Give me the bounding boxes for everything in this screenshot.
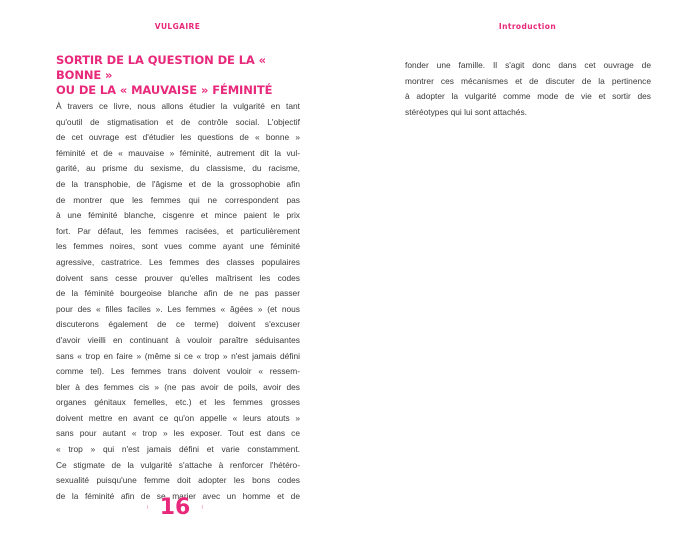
text-line: montrer ces mécanismes et de discuter de la pertinence <box>405 75 651 86</box>
section-title-line: OU DE LA « MAUVAISE » FÉMINITÉ <box>56 83 273 97</box>
text-line: de cet ouvrage est d'étudier les questions de « bonne » <box>56 132 300 143</box>
text-line: de la transphobie, de l'âgisme et de la grossophobie afin <box>56 178 300 189</box>
folio-ornament-icon: ⁞ <box>147 504 149 511</box>
text-line: à adopter la vulgarité comme mode de vie et sortir des <box>405 91 651 102</box>
text-line: « trop » qui n'est jamais défini et varie constamment. <box>56 444 300 455</box>
text-line: sans pour autant « trop » les exposer. Tout est dans ce <box>56 428 300 439</box>
text-line: sans « trop en faire » (même si ce « trop » n'est jamais défini <box>56 350 300 361</box>
text-line: féminité et de « mauvaise » féminité, autrement dit la vul- <box>56 147 300 158</box>
body-text-left <box>56 99 300 504</box>
text-line: les femmes noires, sont vues comme ayant une féminité <box>56 241 300 252</box>
running-head-left: VULGAIRE <box>154 22 201 31</box>
right-page <box>350 0 700 537</box>
text-line: discuterons également de ce terme) doivent s'excuser <box>56 319 300 330</box>
folio-ornament-icon: ⁞ <box>201 504 203 511</box>
running-head-right: Introduction <box>498 22 557 31</box>
body-text-right <box>405 58 651 120</box>
text-line: pour des « filles faciles ». Les femmes « âgées » (et nous <box>56 303 300 314</box>
text-line: fonder une famille. Il s'agit donc dans cet ouvrage de <box>405 60 651 70</box>
text-line: À travers ce livre, nous allons étudier la vulgarité en tant <box>56 101 300 111</box>
text-line: garité, au prisme du sexisme, du classisme, du racisme, <box>56 163 300 174</box>
text-line: sexualité puisqu'une femme doit adopter les bons codes <box>56 475 300 486</box>
text-line: fort. Par défaut, les femmes racisées, et particulièrement <box>56 225 300 236</box>
text-line: d'avoir vieilli en continuant à vouloir paraître séduisantes <box>56 334 300 345</box>
text-line: doivent sans cesse prouver qu'elles maîtrisent les codes <box>56 272 300 283</box>
text-line: à une féminité blanche, cisgenre et mince paient le prix <box>56 210 300 221</box>
text-line: qu'outil de stigmatisation et de contrôle social. L'objectif <box>56 116 300 127</box>
text-line: agressive, castratrice. Les femmes des classes populaires <box>56 256 300 267</box>
section-title-line: SORTIR DE LA QUESTION DE LA « BONNE » <box>56 53 266 82</box>
text-line: Ce stigmate de la vulgarité s'attache à renforcer l'hétéro- <box>56 459 300 470</box>
section-title <box>56 53 301 98</box>
text-line: de la féminité bourgeoise blanche afin de ne pas passer <box>56 288 300 299</box>
text-line: de montrer que les femmes qui ne correspondent pas <box>56 194 300 205</box>
page-number <box>0 495 350 520</box>
text-line: bler à des femmes cis » (ne pas avoir de poils, avoir des <box>56 381 300 392</box>
text-line: organes génitaux femelles, etc.) et les femmes grosses <box>56 397 300 408</box>
text-line: comme tel). Les femmes trans doivent vouloir « ressem- <box>56 366 300 377</box>
text-line: stéréotypes qui lui sont attachés. <box>405 106 527 117</box>
text-line: doivent mettre en avant ce qu'on appelle « leurs atouts » <box>56 412 300 423</box>
text-line: de la féminité afin de se marier avec un homme et de <box>56 490 300 501</box>
page-number-value: 16 <box>159 495 191 520</box>
